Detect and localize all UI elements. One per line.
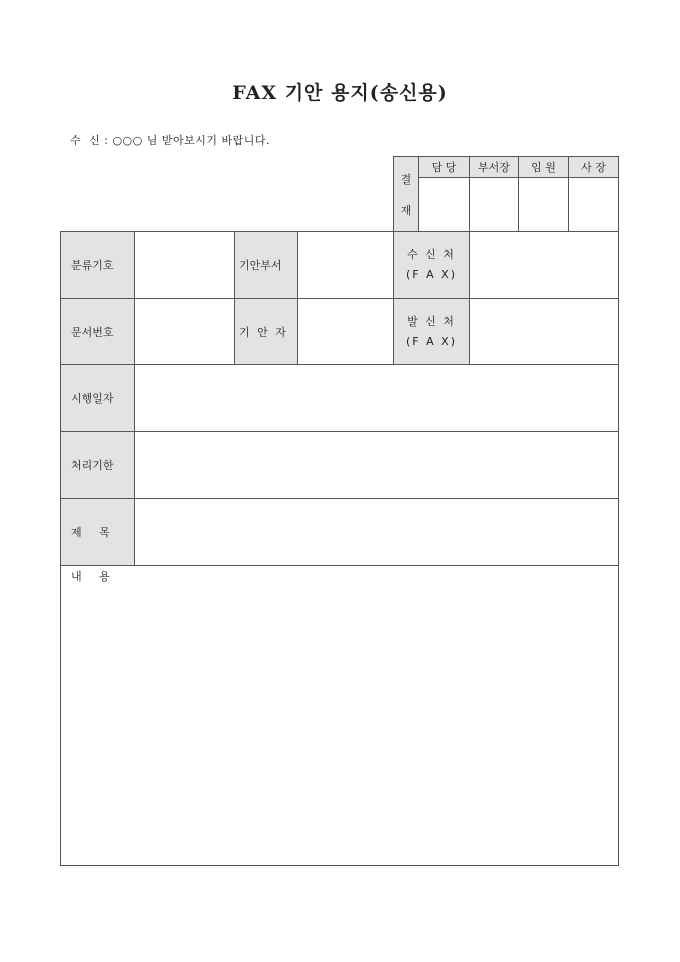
approval-sign-president[interactable] bbox=[568, 177, 619, 232]
approval-sign-dept-head[interactable] bbox=[469, 177, 519, 232]
recipient-fax-line2: (F A X) bbox=[406, 268, 457, 281]
deadline-text: 처리기한 bbox=[71, 459, 114, 472]
sender-fax-line1: 발 신 처 bbox=[407, 314, 456, 328]
field-classification-code[interactable] bbox=[134, 231, 235, 299]
approval-label bbox=[393, 156, 419, 232]
recipient-line: 수 신 : ○○○ 님 받아보시기 바랍니다. bbox=[70, 134, 270, 147]
effective-date-text: 시행일자 bbox=[71, 392, 114, 405]
approval-header-executive: 임 원 bbox=[518, 156, 569, 178]
recipient-fax-line1: 수 신 처 bbox=[407, 248, 456, 261]
field-content[interactable] bbox=[60, 565, 619, 866]
field-effective-date[interactable] bbox=[134, 364, 619, 432]
label-subject bbox=[60, 498, 135, 566]
label-sender-fax bbox=[393, 298, 470, 365]
approval-header-president: 사 장 bbox=[568, 156, 619, 178]
approval-label-bottom: 재 bbox=[400, 203, 412, 217]
document-number-text: 문서번호 bbox=[71, 325, 114, 339]
approval-sign-executive[interactable] bbox=[518, 177, 569, 232]
label-classification-code bbox=[60, 231, 135, 299]
label-drafting-dept bbox=[234, 231, 298, 299]
content-label: 내 용 bbox=[71, 570, 110, 583]
approval-header-staff: 담 당 bbox=[418, 156, 470, 178]
label-effective-date bbox=[60, 364, 135, 432]
field-subject[interactable] bbox=[134, 498, 619, 566]
field-document-number[interactable] bbox=[134, 298, 235, 365]
approval-label-top: 결 bbox=[400, 172, 412, 186]
field-drafting-dept[interactable] bbox=[297, 231, 394, 299]
drafter-text: 기 안 자 bbox=[239, 325, 288, 339]
approval-sign-staff[interactable] bbox=[418, 177, 470, 232]
subject-text: 제 목 bbox=[71, 526, 110, 539]
field-deadline[interactable] bbox=[134, 431, 619, 499]
field-sender-fax[interactable] bbox=[469, 298, 619, 365]
classification-code-text: 분류기호 bbox=[71, 259, 114, 272]
label-drafter bbox=[234, 298, 298, 365]
drafting-dept-text: 기안부서 bbox=[239, 259, 282, 272]
sender-fax-line2: (F A X) bbox=[406, 334, 457, 348]
label-document-number bbox=[60, 298, 135, 365]
label-recipient-fax bbox=[393, 231, 470, 299]
field-drafter[interactable] bbox=[297, 298, 394, 365]
page-title: FAX 기안 용지(송신용) bbox=[232, 82, 448, 104]
approval-header-dept-head: 부서장 bbox=[469, 156, 519, 178]
field-recipient-fax[interactable] bbox=[469, 231, 619, 299]
label-deadline bbox=[60, 431, 135, 499]
